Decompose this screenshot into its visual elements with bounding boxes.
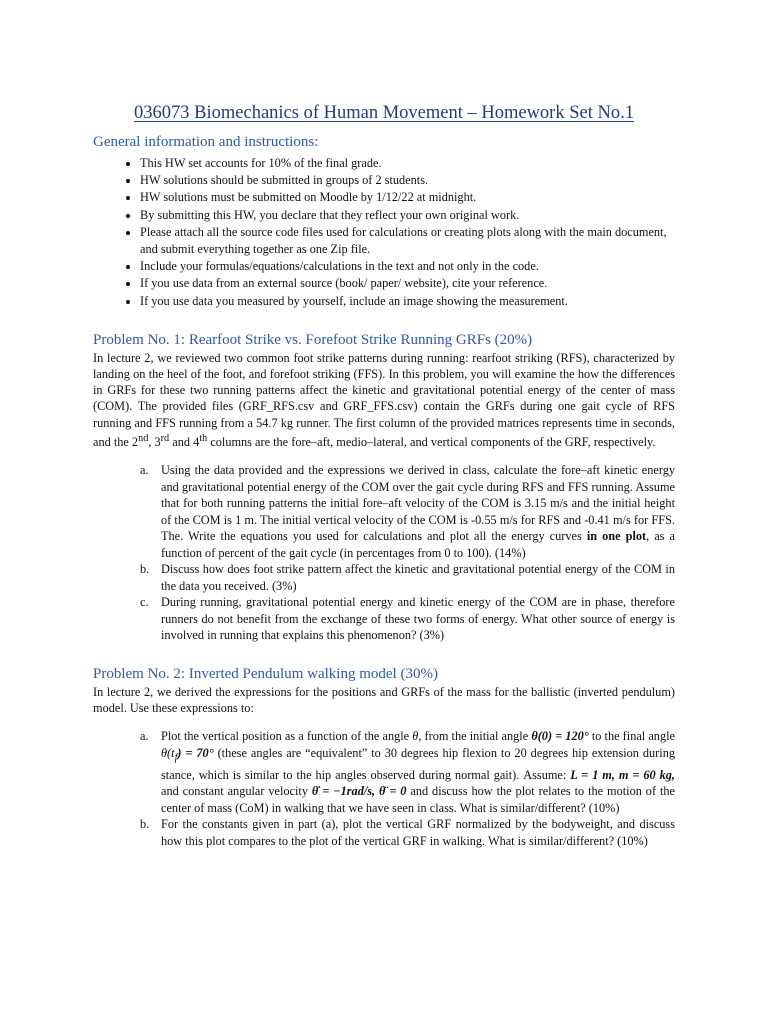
list-item: • If you use data from an external source (book/ paper/ website), cite your reference. <box>140 275 675 292</box>
instructions-list <box>93 155 675 310</box>
list-item: • By submitting this HW, you declare that they reflect your own original work. <box>140 207 675 224</box>
list-item: a. Using the data provided and the expressions we derived in class, calculate the fore–aft kinetic energy and gravitational potential energy of the COM over the gait cycle during RFS and FFS running. Assume that for both running patterns the initial fore–aft velocity of the COM is 3.15 m/s and the initial height of the COM is 1 m. The initial vertical velocity of the COM is -0.55 m/s for RFS and -0.41 m/s for FFS. The. Write the equations you used for calculations and plot all the energy curves in one plot, as a function of percent of the gait cycle (in percentages from 0 to 100). (14%) <box>140 463 675 560</box>
page-title: 036073 Biomechanics of Human Movement – Homework Set No.1 <box>134 103 634 123</box>
list-item: • HW solutions should be submitted in groups of 2 students. <box>140 172 675 189</box>
problem1-parts <box>93 462 675 644</box>
list-item: • This HW set accounts for 10% of the final grade. <box>140 155 675 172</box>
general-heading: General information and instructions: <box>93 134 319 150</box>
list-item: • Please attach all the source code files used for calculations or creating plots along with the main document, and submit everything together as one Zip file. <box>140 224 675 258</box>
problem2-intro: In lecture 2, we derived the expressions for the positions and GRFs of the mass for the ballistic (inverted pendulum) model. Use these expressions to: <box>93 684 675 715</box>
list-item: a. Plot the vertical position as a function of the angle θ, from the initial angle θ(0) = 120° to the final angle $\theta(t_f) = 70^\circ$ (these angles are “equivalent” to 30 degrees hip flexion to 20 degrees hip extension during stance, which is similar to the hip angles observed during normal gait). Assume: L = 1 m, m = 60 kg, and constant angular velocity θ̇ = −1rad/s, θ̈ = 0 and discuss how the plot relates to the motion of the center of mass (CoM) in walking that we have seen in class. What is similar/different? (10%) <box>140 729 676 815</box>
list-item: • HW solutions must be submitted on Moodle by 1/12/22 at midnight. <box>140 189 675 206</box>
list-item: b. Discuss how does foot strike pattern affect the kinetic and gravitational potential energy of the COM in the data you received. (3%) <box>140 562 675 593</box>
problem2-parts <box>93 728 675 849</box>
list-item: • If you use data you measured by yourself, include an image showing the measurement. <box>140 293 675 310</box>
list-item: c. During running, gravitational potential energy and kinetic energy of the COM are in phase, therefore runners do not benefit from the exchange of these two forms of energy. What other source of energy is involved in running that explains this phenomenon? (3%) <box>140 595 675 643</box>
list-item: b. For the constants given in part (a), plot the vertical GRF normalized by the bodyweight, and discuss how this plot compares to the plot of the vertical GRF in walking. What is similar/different? (10%) <box>140 817 675 848</box>
list-item: • Include your formulas/equations/calculations in the text and not only in the code. <box>140 258 675 275</box>
problem1-intro: In lecture 2, we reviewed two common foot strike patterns during running: rearfoot striking (RFS), characterized by landing on the heel of the foot, and forefoot striking (FFS). In this problem, you will examine the how the differences in GRFs for these two running patterns affect the kinetic and gravitational potential energy of the center of mass (COM). The provided files (GRF_RFS.csv and GRF_FFS.csv) contain the GRFs during one gait cycle of RFS running and FFS running from a 54.7 kg runner. The first column of the provided matrices represents time in seconds, and the 2nd, 3rd and 4th columns are the fore–aft, medio–lateral, and vertical components of the GRF, respectively. <box>93 350 675 449</box>
problem2-heading: Problem No. 2: Inverted Pendulum walking model (30%) <box>93 665 438 682</box>
problem1-heading: Problem No. 1: Rearfoot Strike vs. Forefoot Strike Running GRFs (20%) <box>93 331 533 348</box>
